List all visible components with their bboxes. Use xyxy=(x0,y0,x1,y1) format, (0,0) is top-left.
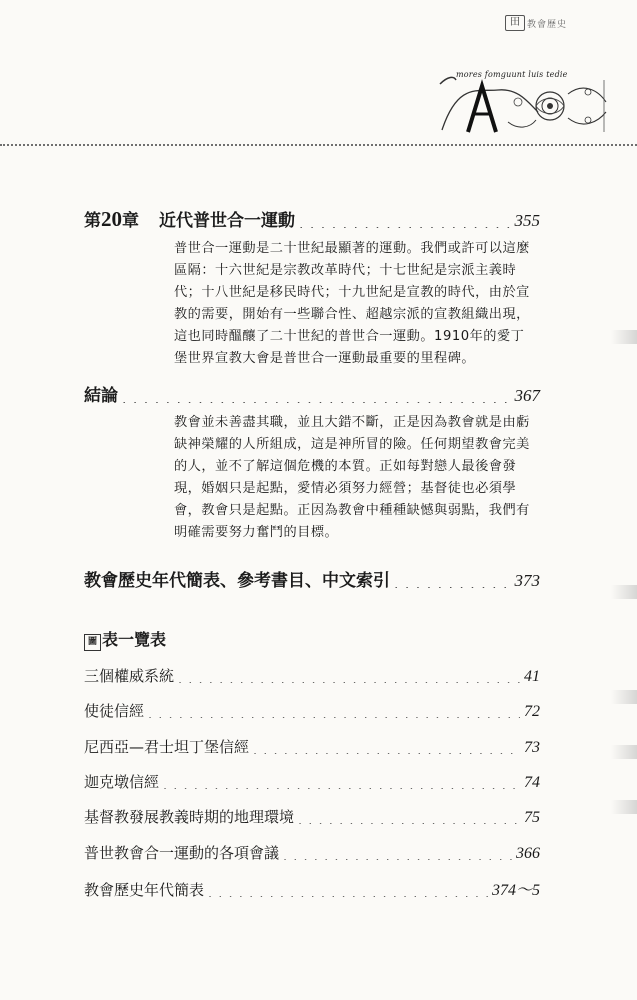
figure-label: 教會歷史年代簡表 xyxy=(84,881,205,899)
chapter-title: 近代普世合一運動 xyxy=(159,211,295,231)
appendix-page: 373 xyxy=(514,571,540,590)
toc-appendix-line[interactable] xyxy=(84,566,540,591)
chapter-page: 355 xyxy=(514,211,540,230)
appendix-label: 教會歷史年代簡表、參考書目、中文索引 xyxy=(84,571,390,591)
running-head-text: 教會歷史 xyxy=(527,20,568,30)
dot-leader xyxy=(208,883,488,897)
dot-leader xyxy=(163,775,520,789)
running-head xyxy=(505,14,625,30)
toc-conclusion xyxy=(84,381,540,544)
dot-leader xyxy=(178,669,520,683)
figures-heading xyxy=(84,627,166,651)
figure-label: 基督教發展教義時期的地理環境 xyxy=(84,808,295,826)
figure-page: 74 xyxy=(524,774,540,791)
figure-item[interactable] xyxy=(84,842,540,863)
toc-chapter-20 xyxy=(84,206,540,370)
dot-leader xyxy=(298,810,520,824)
dot-leader xyxy=(283,846,512,860)
figure-item[interactable] xyxy=(84,700,540,721)
figure-page: 41 xyxy=(524,668,540,685)
conclusion-summary: 教會並未善盡其職，並且大錯不斷，正是因為教會就是由虧缺神榮耀的人所組成，這是神所冒的險。任何期望教會完美的人，並不了解這個危機的本質。正如每對戀人最後會發現，婚姻只是起點，愛情必須努力經營；基督徒也必須學會，教會只是起點。正因為教會中種種缺憾與弱點，我們有明確需要努力奮鬥的目標。 xyxy=(174,415,530,540)
figure-label: 三個權威系統 xyxy=(84,667,175,685)
figure-item[interactable] xyxy=(84,771,540,792)
dot-leader xyxy=(148,704,520,718)
toc-conclusion-line[interactable] xyxy=(84,381,540,406)
figure-label: 普世教會合一運動的各項會議 xyxy=(84,844,280,862)
show-through-mark xyxy=(611,330,637,344)
figure-item[interactable] xyxy=(84,877,540,900)
dot-leader xyxy=(122,389,511,403)
ornament-motto: mores fomguunt luis tedie xyxy=(456,70,568,79)
figure-item[interactable] xyxy=(84,665,540,686)
figure-page: 374～5 xyxy=(491,882,540,899)
toc-appendix xyxy=(84,566,540,591)
figure-page: 75 xyxy=(524,809,540,826)
figure-item[interactable] xyxy=(84,736,540,757)
illuminated-ornament xyxy=(438,70,610,132)
chapter-number: 20 xyxy=(101,207,122,231)
dot-leader xyxy=(394,574,511,588)
dot-leader xyxy=(253,740,520,754)
figure-item[interactable] xyxy=(84,806,540,827)
figures-heading-text: 表一覽表 xyxy=(102,630,167,649)
show-through-mark xyxy=(611,800,637,814)
show-through-mark xyxy=(611,585,637,599)
conclusion-label: 結論 xyxy=(84,386,118,406)
figures-heading-box: 圖 xyxy=(84,634,101,651)
figure-label: 迦克墩信經 xyxy=(84,773,160,791)
figure-page: 72 xyxy=(524,703,540,720)
illuminated-letter-icon xyxy=(438,72,610,134)
conclusion-page: 367 xyxy=(514,386,540,405)
figure-page: 366 xyxy=(516,845,540,862)
running-head-mark: 田 xyxy=(505,15,525,31)
header-dotted-rule xyxy=(0,144,637,146)
figure-page: 73 xyxy=(524,739,540,756)
toc-chapter-line[interactable] xyxy=(84,206,540,232)
figure-label: 使徒信經 xyxy=(84,702,145,720)
show-through-mark xyxy=(611,745,637,759)
dot-leader xyxy=(299,214,511,228)
figure-label: 尼西亞—君士坦丁堡信經 xyxy=(84,738,250,756)
chapter-summary: 普世合一運動是二十世紀最顯著的運動。我們或許可以這麼區隔：十六世紀是宗教改革時代；十七世紀是宗派主義時代；十八世紀是移民時代；十九世紀是宣教的時代，由於宣教的需要，開始有一些聯合性、超越宗派的宣教組織出現，這也同時醞釀了二十世紀的普世合一運動。1910年的愛丁堡世界宣教大會是普世合一運動最重要的里程碑。 xyxy=(174,241,530,366)
chapter-label: 第20章 xyxy=(84,207,139,231)
show-through-mark xyxy=(611,690,637,704)
